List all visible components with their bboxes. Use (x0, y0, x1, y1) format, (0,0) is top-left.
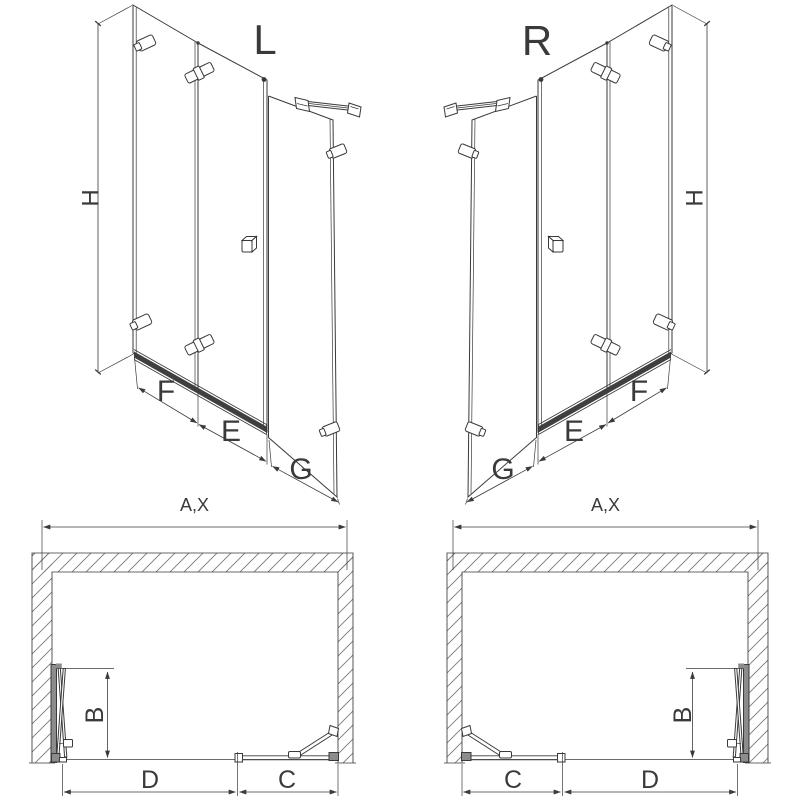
panel-g-label-right: G (491, 453, 515, 486)
plan-view-right (444, 495, 771, 796)
elevation-view-left (77, 5, 361, 505)
fixed-panel-label-left-plan: C (277, 766, 297, 794)
elevation-view-right (444, 5, 708, 505)
width-label-left-plan: A,X (179, 495, 210, 515)
height-dim-label-left: H (77, 189, 105, 207)
wall-hatching-right (447, 553, 768, 763)
width-label-right-plan: A,X (590, 495, 621, 515)
door-width-label-left-plan: D (140, 766, 160, 794)
fold-depth-label-left-plan: B (80, 706, 109, 724)
view-label-right: R (521, 17, 553, 64)
panel-e-label-left: E (220, 415, 242, 448)
panel-e-label-right: E (563, 415, 585, 448)
fixed-panel-label-right-plan: C (503, 766, 523, 794)
plan-view-left (29, 495, 356, 796)
view-label-left: L (253, 16, 277, 63)
height-dim-label-right: H (681, 189, 709, 207)
panel-f-label-left: F (156, 375, 176, 408)
fold-depth-label-right-plan: B (668, 706, 697, 724)
door-width-label-right-plan: D (640, 766, 660, 794)
panel-g-label-left: G (289, 453, 313, 486)
panel-f-label-right: F (629, 375, 649, 408)
wall-hatching-left (32, 553, 353, 763)
